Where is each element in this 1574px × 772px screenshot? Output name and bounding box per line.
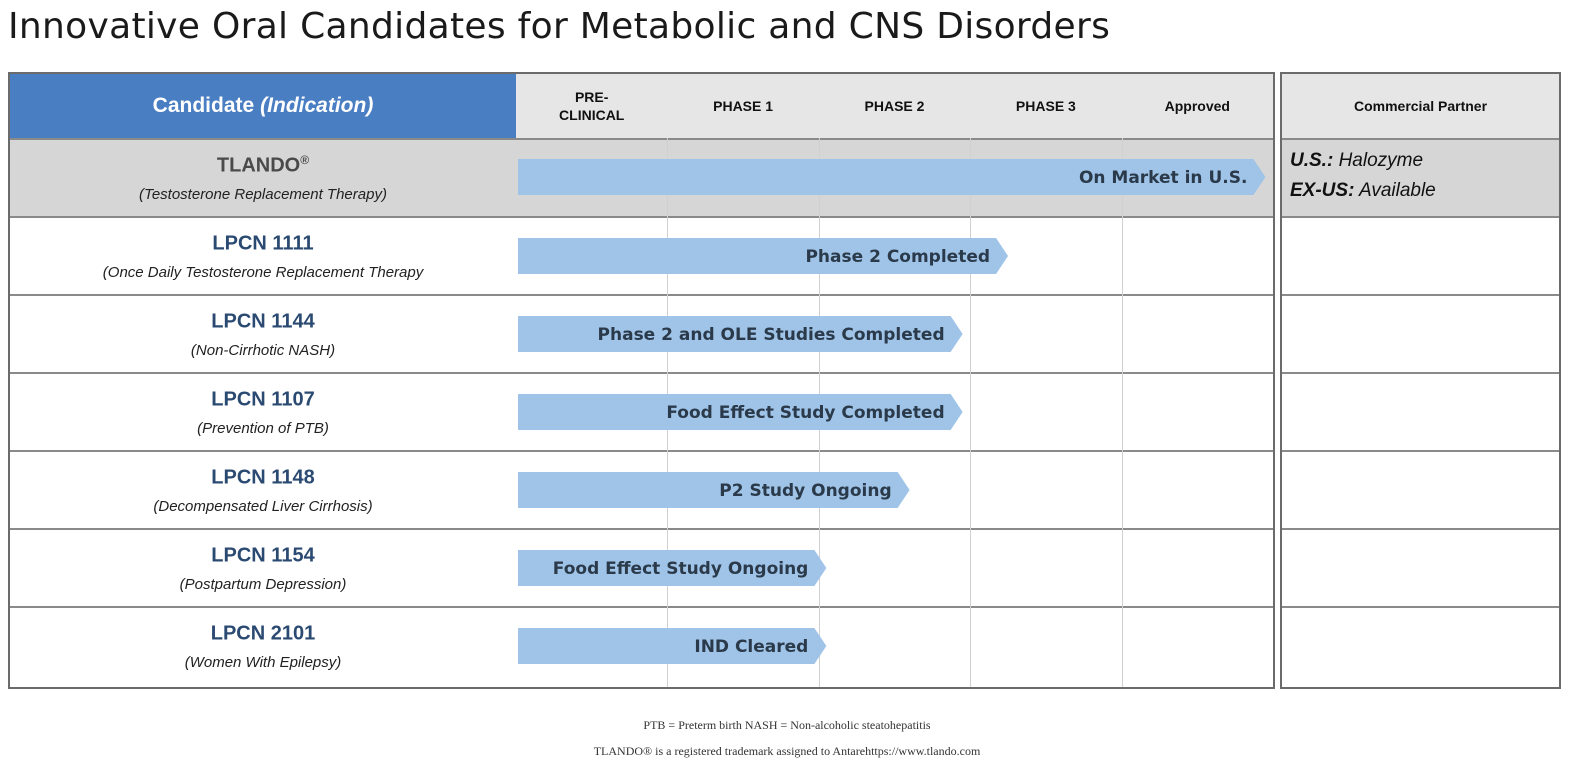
- partner-row: [1282, 372, 1559, 450]
- partner-row: [1282, 216, 1559, 294]
- partner-region: EX-US:: [1290, 180, 1355, 201]
- partner-table: [1280, 72, 1561, 689]
- partner-row: [1282, 606, 1559, 684]
- candidate-indication: (Non-Cirrhotic NASH): [190, 341, 336, 359]
- stage-label: PHASE 3: [1015, 98, 1076, 114]
- progress-bars: [10, 74, 1273, 687]
- candidate-indication: (Decompensated Liver Cirrhosis): [153, 497, 373, 515]
- candidate-indication: (Postpartum Depression): [179, 575, 347, 593]
- partner-row: [1282, 294, 1559, 372]
- candidate-name-text: TLANDO: [216, 154, 301, 177]
- stage-label: PHASE 1: [713, 98, 774, 114]
- partner-line: [1282, 176, 1559, 206]
- page-title: Innovative Oral Candidates for Metabolic and CNS Disorders: [8, 6, 1111, 47]
- candidate-name-text: LPCN 1154: [211, 544, 315, 567]
- progress-label: Food Effect Study Completed: [666, 403, 945, 423]
- partner-header: Commercial Partner: [1282, 74, 1559, 138]
- progress-label: Food Effect Study Ongoing: [552, 559, 809, 579]
- stage-label: Approved: [1164, 98, 1230, 114]
- candidate-indication: (Once Daily Testosterone Replacement Therapy: [102, 263, 424, 281]
- footnote-trademark: TLANDO® is a registered trademark assigned to Antarehttps://www.tlando.com: [593, 744, 981, 758]
- progress-label: Phase 2 Completed: [805, 247, 991, 267]
- indication-header-label: (Indication): [260, 94, 374, 117]
- candidate-name-text: LPCN 1107: [211, 388, 315, 411]
- progress-label: On Market in U.S.: [1078, 168, 1248, 188]
- partner-row: [1282, 450, 1559, 528]
- candidate-name-text: LPCN 1144: [211, 310, 315, 333]
- pipeline-table: [8, 72, 1275, 689]
- partner-name: Halozyme: [1338, 150, 1424, 171]
- candidate-indication: (Women With Epilepsy): [184, 653, 342, 671]
- footnote-abbreviations: PTB = Preterm birth NASH = Non-alcoholic steatohepatitis: [643, 718, 931, 732]
- progress-label: P2 Study Ongoing: [719, 481, 892, 501]
- trademark-mark: ®: [300, 153, 310, 168]
- candidate-indication: (Prevention of PTB): [197, 419, 329, 437]
- stage-label: PRE- CLINICAL: [559, 89, 625, 123]
- candidate-name-text: LPCN 2101: [210, 622, 316, 645]
- candidate-indication: (Testosterone Replacement Therapy): [139, 185, 387, 203]
- partner-name: Available: [1358, 180, 1436, 201]
- stage-label: PHASE 2: [864, 98, 925, 114]
- partner-row: [1282, 528, 1559, 606]
- progress-label: Phase 2 and OLE Studies Completed: [597, 325, 945, 345]
- candidate-header-label: Candidate: [152, 94, 255, 117]
- progress-label: IND Cleared: [694, 637, 809, 657]
- partner-line: [1282, 146, 1559, 176]
- candidate-name-text: LPCN 1148: [211, 466, 315, 489]
- partner-row: [1282, 138, 1559, 216]
- partner-region: U.S.:: [1290, 150, 1334, 171]
- candidate-name-text: LPCN 1111: [212, 232, 314, 255]
